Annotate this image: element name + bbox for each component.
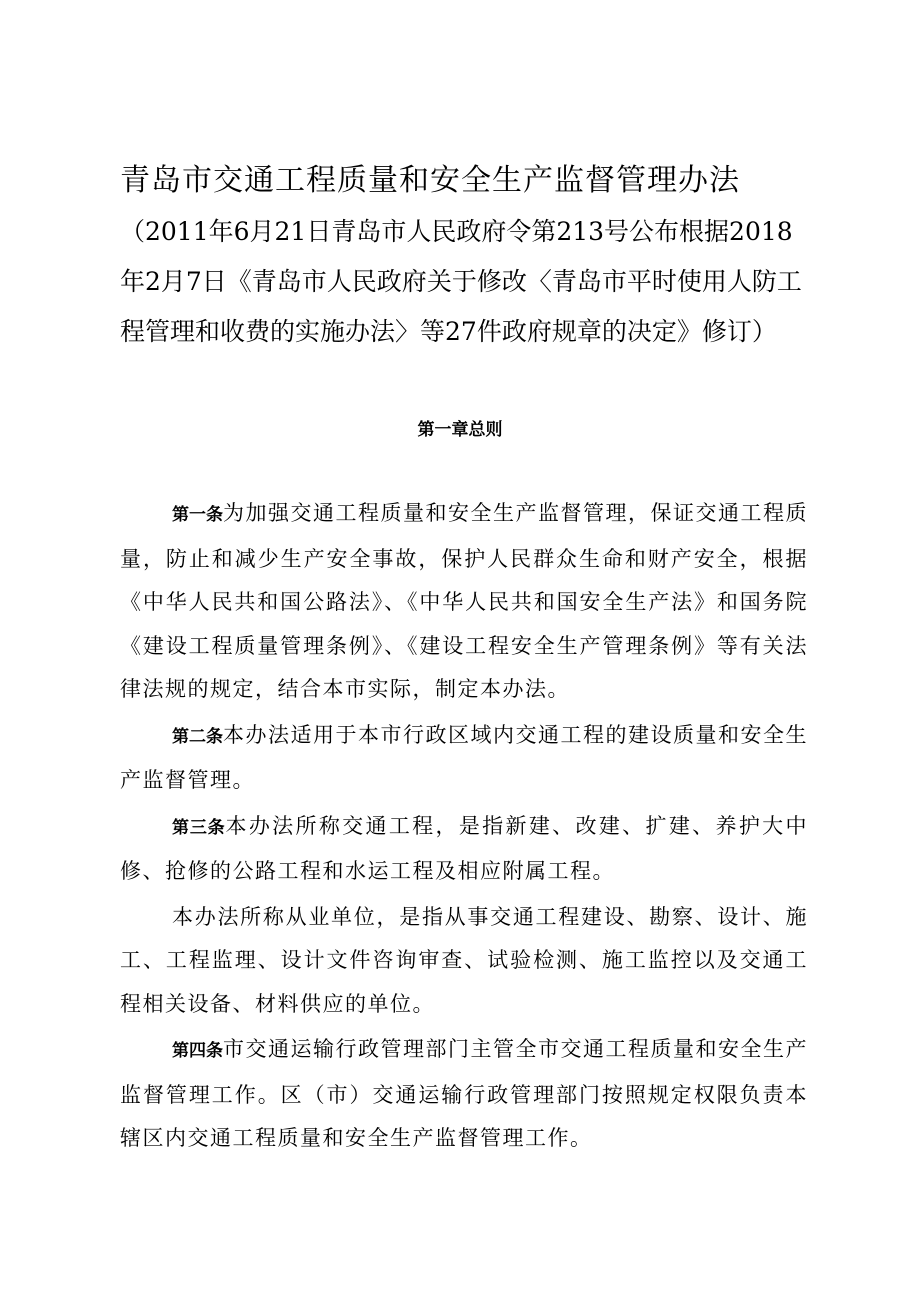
article-number: 第一条	[172, 505, 223, 525]
article-number: 第三条	[172, 817, 226, 838]
article-2	[120, 714, 808, 803]
title-main: 青岛市交通工程质量和安全生产监督管理办法	[120, 163, 740, 198]
article-3-paragraph-2	[120, 896, 808, 1027]
paragraph-text: 本办法所称从业单位，是指从事交通工程建设、勘察、设计、施工、工程监理、设计文件咨询审查、试验检测、施工监控以及交通工程相关设备、材料供应的单位。	[120, 904, 808, 1016]
article-text: 市交通运输行政管理部门主管全市交通工程质量和安全生产监督管理工作。区（市）交通运输行政管理部门按照规定权限负责本辖区内交通工程质量和安全生产监督管理工作。	[120, 1037, 808, 1150]
article-number: 第四条	[172, 1041, 223, 1061]
chapter-heading: 第一章总则	[417, 420, 503, 440]
article-3	[120, 805, 808, 894]
title-subtitle: （2011年6月21日青岛市人民政府令第213号公布根据2018年2月7日《青岛市人民政府关于修改〈青岛市平时使用人防工程管理和收费的实施办法〉等27件政府规章的决定》修订）	[120, 217, 802, 346]
article-text: 本办法所称交通工程，是指新建、改建、扩建、养护大中修、抢修的公路工程和水运工程及相应附属工程。	[120, 813, 808, 883]
article-4	[120, 1028, 808, 1161]
document-body	[120, 492, 808, 1163]
article-text: 本办法适用于本市行政区域内交通工程的建设质量和安全生产监督管理。	[120, 722, 808, 792]
article-1	[120, 492, 808, 712]
article-number: 第二条	[172, 726, 223, 747]
article-text: 为加强交通工程质量和安全生产监督管理，保证交通工程质量，防止和减少生产安全事故，保护人民群众生命和财产安全，根据《中华人民共和国公路法》、《中华人民共和国安全生产法》和国务院《建设工程质量管理条例》、《建设工程安全生产管理条例》等有关法律法规的规定，结合本市实际，制定本办法。	[120, 501, 808, 701]
document-title	[120, 156, 810, 357]
